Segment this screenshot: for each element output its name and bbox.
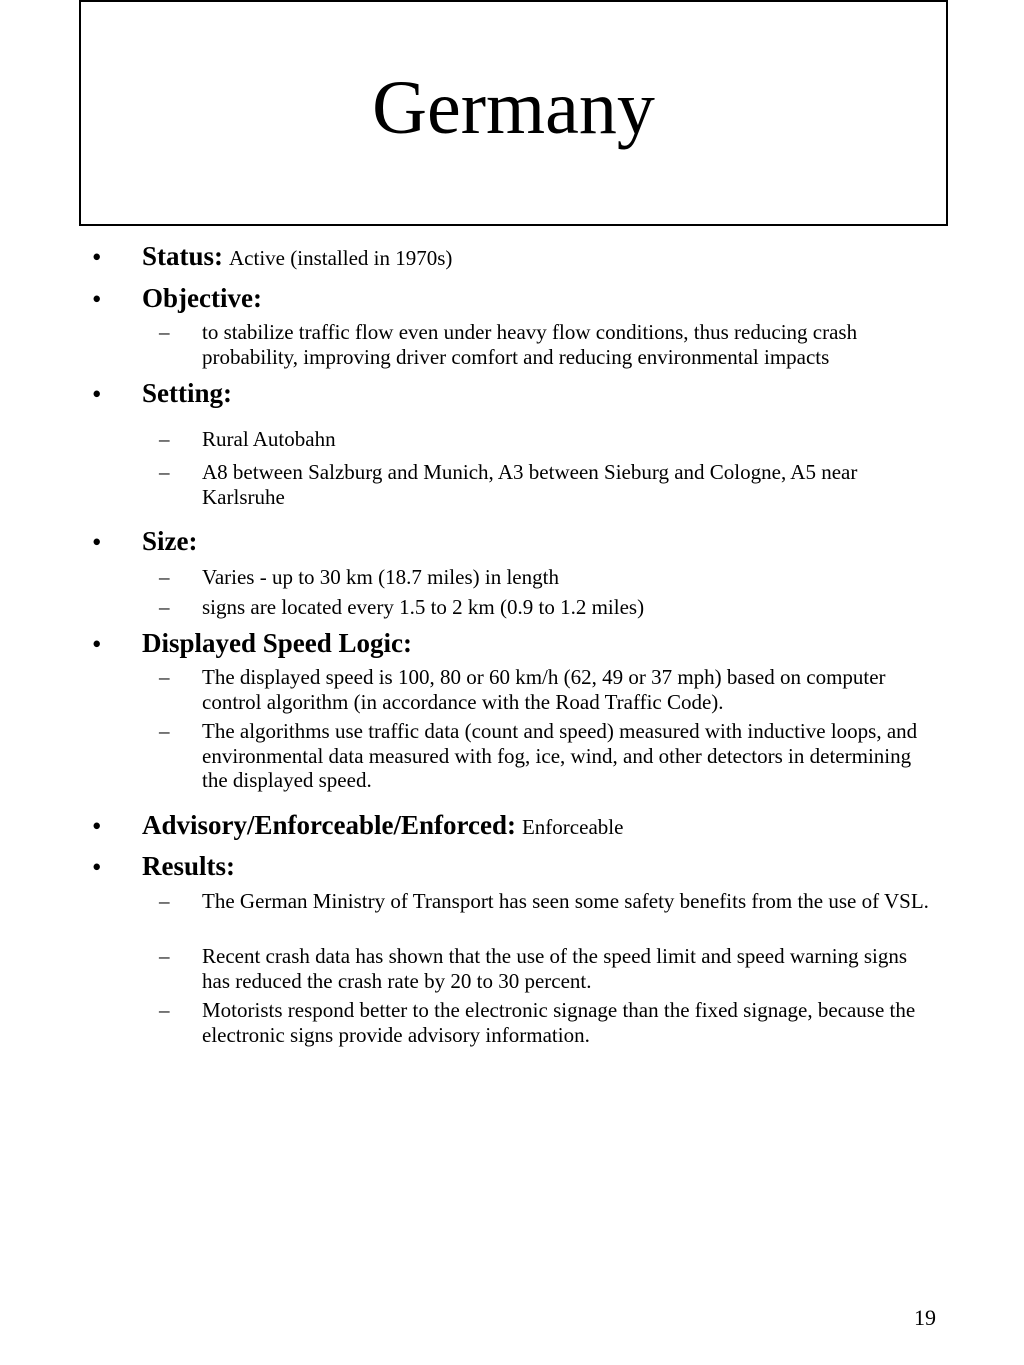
bullet-results: • xyxy=(92,852,102,882)
objective-dash-1: – xyxy=(159,320,170,344)
bullet-enforcement: • xyxy=(92,811,102,841)
results-dash-2: – xyxy=(159,944,170,968)
size-item-1: Varies - up to 30 km (18.7 miles) in length xyxy=(202,565,559,589)
setting-item-1: Rural Autobahn xyxy=(202,427,336,451)
status-heading: Status: xyxy=(142,241,224,271)
setting-dash-1: – xyxy=(159,427,170,451)
results-dash-1: – xyxy=(159,889,170,913)
results-dash-3: – xyxy=(159,998,170,1022)
enforcement-heading: Advisory/Enforceable/Enforced: xyxy=(142,810,516,840)
results-item-1: The German Ministry of Transport has seen some safety benefits from the use of VSL. xyxy=(202,889,929,913)
page-number: 19 xyxy=(914,1305,936,1330)
status-label xyxy=(142,243,452,270)
objective-label: Objective: xyxy=(142,283,262,313)
speed-logic-label: Displayed Speed Logic: xyxy=(142,628,413,658)
results-label: Results: xyxy=(142,851,235,881)
size-dash-2: – xyxy=(159,595,170,619)
bullet-speed-logic: • xyxy=(92,629,102,659)
bullet-size: • xyxy=(92,527,102,557)
speed-logic-dash-1: – xyxy=(159,665,170,689)
speed-logic-item-2: The algorithms use traffic data (count and speed) measured with inductive loops, and environmental data measured with fog, ice, wind, and other detectors in determining the displayed speed. xyxy=(202,719,918,792)
bullet-setting: • xyxy=(92,379,102,409)
objective-item-1: to stabilize traffic flow even under heavy flow conditions, thus reducing crash probability, improving driver comfort and reducing environmental impacts xyxy=(202,320,858,369)
setting-dash-2: – xyxy=(159,460,170,484)
speed-logic-dash-2: – xyxy=(159,719,170,743)
setting-label: Setting: xyxy=(142,378,232,408)
setting-item-2: A8 between Salzburg and Munich, A3 between Sieburg and Cologne, A5 near Karlsruhe xyxy=(202,460,858,509)
size-item-2: signs are located every 1.5 to 2 km (0.9 to 1.2 miles) xyxy=(202,595,645,619)
size-dash-1: – xyxy=(159,565,170,589)
results-item-3: Motorists respond better to the electronic signage than the fixed signage, because the electronic signs provide advisory information. xyxy=(202,998,916,1047)
title-box xyxy=(79,0,948,226)
speed-logic-item-1: The displayed speed is 100, 80 or 60 km/h (62, 49 or 37 mph) based on computer control algorithm (in accordance with the Road Traffic Code). xyxy=(202,665,886,714)
enforcement-label xyxy=(142,812,623,839)
results-item-2: Recent crash data has shown that the use of the speed limit and speed warning signs has reduced the crash rate by 20 to 30 percent. xyxy=(202,944,908,993)
bullet-status: • xyxy=(92,242,102,272)
enforcement-value: Enforceable xyxy=(521,815,624,839)
status-value: Active (installed in 1970s) xyxy=(229,246,453,270)
slide-title: Germany xyxy=(372,66,655,150)
bullet-objective: • xyxy=(92,284,102,314)
size-label: Size: xyxy=(142,526,198,556)
